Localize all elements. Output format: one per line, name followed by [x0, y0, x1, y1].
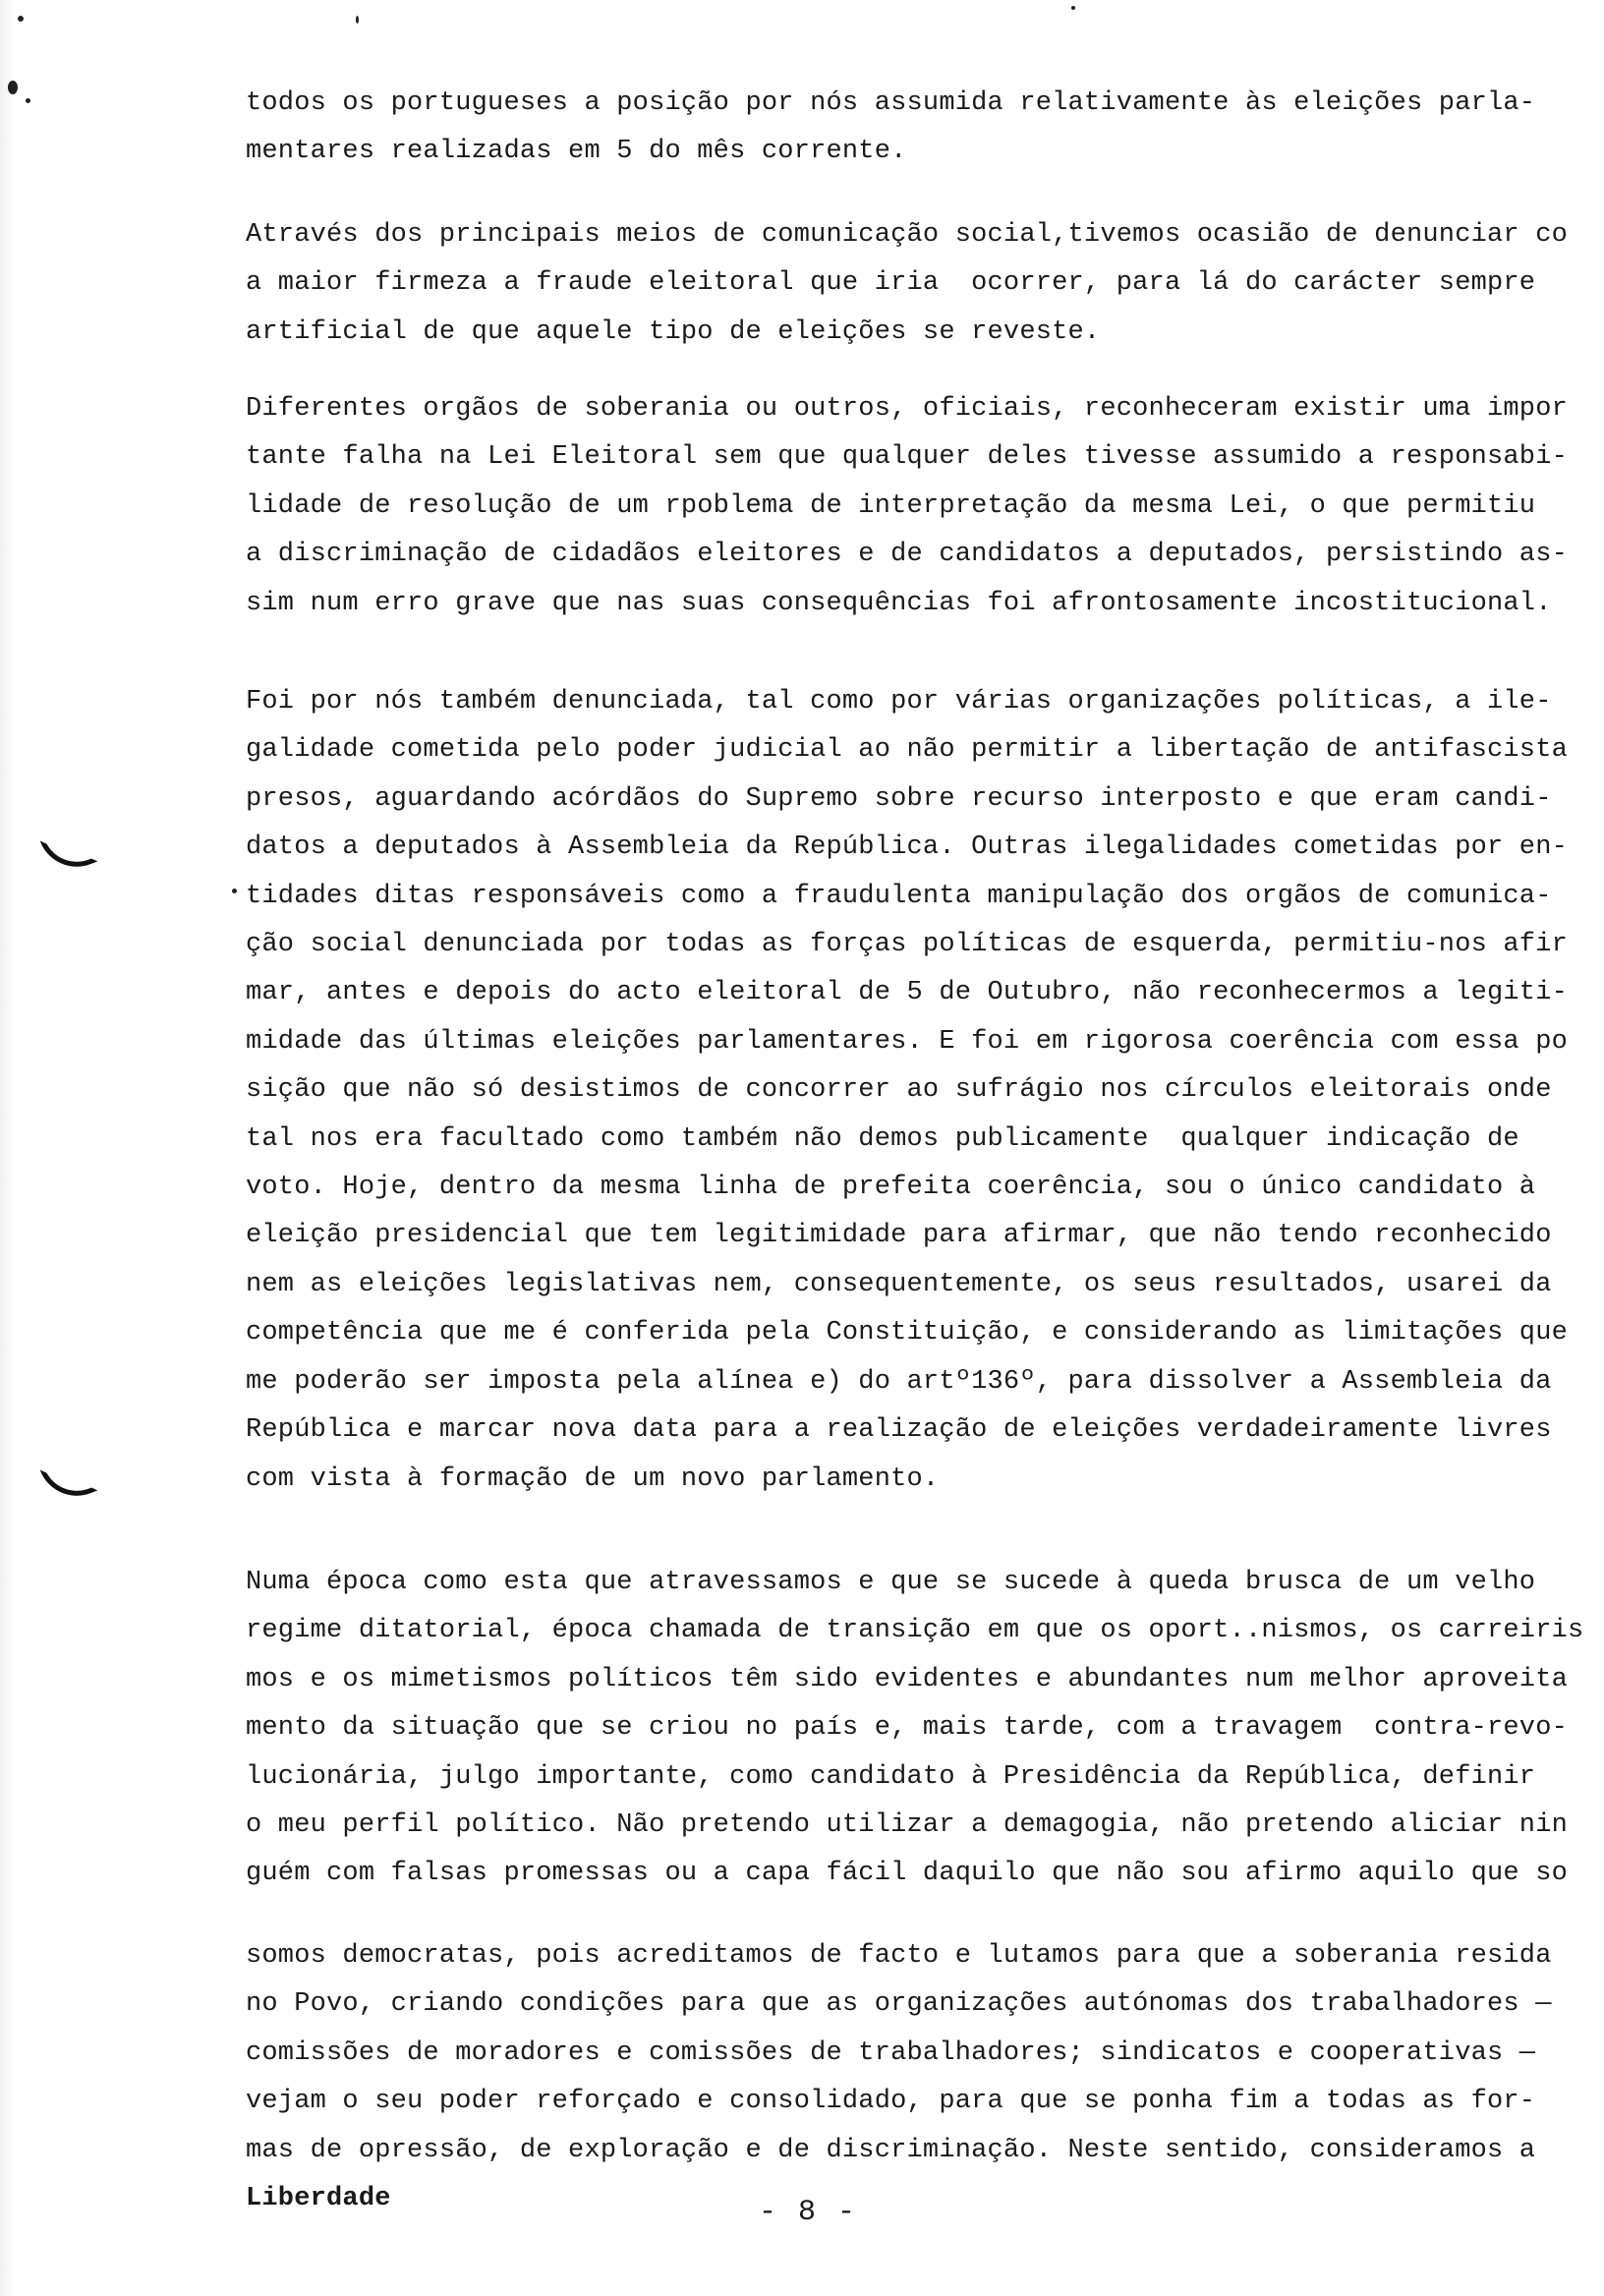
text-line: mento da situação que se criou no país e, mais tarde, com a travagem contra-revo-	[246, 1713, 1569, 1744]
text-line: tidades ditas responsáveis como a fraudulenta manipulação dos orgãos de comunica-	[246, 881, 1552, 911]
text-line: tante falha na Lei Eleitoral sem que qualquer deles tivesse assumido a responsabi-	[246, 442, 1569, 473]
text-line: o meu perfil político. Não pretendo utilizar a demagogia, não pretendo aliciar nin	[246, 1810, 1569, 1841]
scan-speck	[232, 889, 237, 893]
scan-speck	[26, 98, 30, 103]
text-line: datos a deputados à Assembleia da República. Outras ilegalidades cometidas por en-	[246, 832, 1569, 863]
text-line: sição que não só desistimos de concorrer ao sufrágio nos círculos eleitorais onde	[246, 1075, 1552, 1106]
text-line: a maior firmeza a fraude eleitoral que iria ocorrer, para lá do carácter sempre	[246, 268, 1536, 299]
text-line: mentares realizadas em 5 do mês corrente.	[246, 137, 907, 167]
scan-speck	[8, 81, 18, 94]
text-line: Numa época como esta que atravessamos e que se sucede à queda brusca de um velho	[246, 1568, 1536, 1597]
paragraph-6	[246, 1932, 1602, 2223]
paragraph-4	[246, 678, 1602, 1504]
text-line: eleição presidencial que tem legitimidade para afirmar, que não tendo reconhecido	[246, 1221, 1552, 1251]
text-line: mar, antes e depois do acto eleitoral de 5 de Outubro, não reconhecermos a legiti-	[246, 978, 1569, 1008]
text-line: guém com falsas promessas ou a capa fácil daquilo que não sou afirmo aquilo que so	[246, 1859, 1569, 1889]
text-line: todos os portugueses a posição por nós assumida relativamente às eleições parla-	[246, 88, 1536, 118]
text-line: comissões de moradores e comissões de trabalhadores; sindicatos e cooperativas —	[246, 2038, 1536, 2068]
paragraph-1	[246, 80, 1602, 177]
text-line: mos e os mimetismos políticos têm sido evidentes e abundantes num melhor aproveita	[246, 1664, 1569, 1694]
text-line: tal nos era facultado como também não demos publicamente qualquer indicação de	[246, 1123, 1519, 1154]
text-line: Foi por nós também denunciada, tal como por várias organizações políticas, a ile-	[246, 687, 1552, 717]
paragraph-2	[246, 211, 1602, 357]
text-line: lidade de resolução de um rpoblema de interpretação da mesma Lei, o que permitiu	[246, 490, 1536, 521]
scan-speck	[18, 16, 24, 22]
text-line: sim num erro grave que nas suas consequências foi afrontosamente incostitucional.	[246, 588, 1552, 618]
text-line: midade das últimas eleições parlamentares. E foi em rigorosa coerência com essa po	[246, 1026, 1569, 1057]
binder-hole-mark	[40, 1454, 98, 1507]
text-line: somos democratas, pois acreditamos de facto e lutamos para que a soberania resida	[246, 1941, 1552, 1971]
text-line: vejam o seu poder reforçado e consolidado, para que se ponha fim a todas as for-	[246, 2087, 1536, 2117]
text-line: me poderão ser imposta pela alínea e) do artº136º, para dissolver a Assembleia da	[246, 1366, 1552, 1397]
text-line: Liberdade	[246, 2184, 391, 2214]
text-line: com vista à formação de um novo parlamento.	[246, 1464, 940, 1494]
paragraph-5	[246, 1559, 1602, 1899]
binder-hole-mark	[40, 825, 98, 878]
scan-edge-shadow	[0, 0, 14, 2296]
text-line: Diferentes orgãos de soberania ou outros, oficiais, reconheceram existir uma impor	[246, 394, 1569, 424]
text-line: regime ditatorial, época chamada de transição em que os oport..nismos, os carreiris	[246, 1616, 1584, 1646]
text-line: voto. Hoje, dentro da mesma linha de prefeita coerência, sou o único candidato à	[246, 1173, 1536, 1203]
text-line: competência que me é conferida pela Constituição, e considerando as limitações que	[246, 1318, 1569, 1349]
paragraph-3	[246, 385, 1602, 628]
scan-speck	[356, 16, 359, 24]
text-line: Através dos principais meios de comunicação social,tivemos ocasião de denunciar co	[246, 220, 1569, 250]
text-line: nem as eleições legislativas nem, consequentemente, os seus resultados, usarei da	[246, 1269, 1552, 1299]
text-line: a discriminação de cidadãos eleitores e de candidatos a deputados, persistindo as-	[246, 540, 1569, 570]
text-line: mas de opressão, de exploração e de discriminação. Neste sentido, consideramos a	[246, 2135, 1536, 2165]
text-line: presos, aguardando acórdãos do Supremo sobre recurso interposto e que eram candi-	[246, 783, 1552, 814]
text-line: lucionária, julgo importante, como candidato à Presidência da República, definir	[246, 1761, 1536, 1792]
text-line: no Povo, criando condições para que as organizações autónomas dos trabalhadores —	[246, 1989, 1552, 2020]
text-line: República e marcar nova data para a realização de eleições verdadeiramente livres	[246, 1415, 1552, 1446]
text-line: galidade cometida pelo poder judicial ao não permitir a libertação de antifascista	[246, 735, 1569, 766]
scan-speck	[1071, 6, 1075, 10]
page-number: - 8 -	[759, 2196, 858, 2229]
text-line: artificial de que aquele tipo de eleições se reveste.	[246, 316, 1101, 347]
text-line: ção social denunciada por todas as forças políticas de esquerda, permitiu-nos afir	[246, 930, 1569, 960]
